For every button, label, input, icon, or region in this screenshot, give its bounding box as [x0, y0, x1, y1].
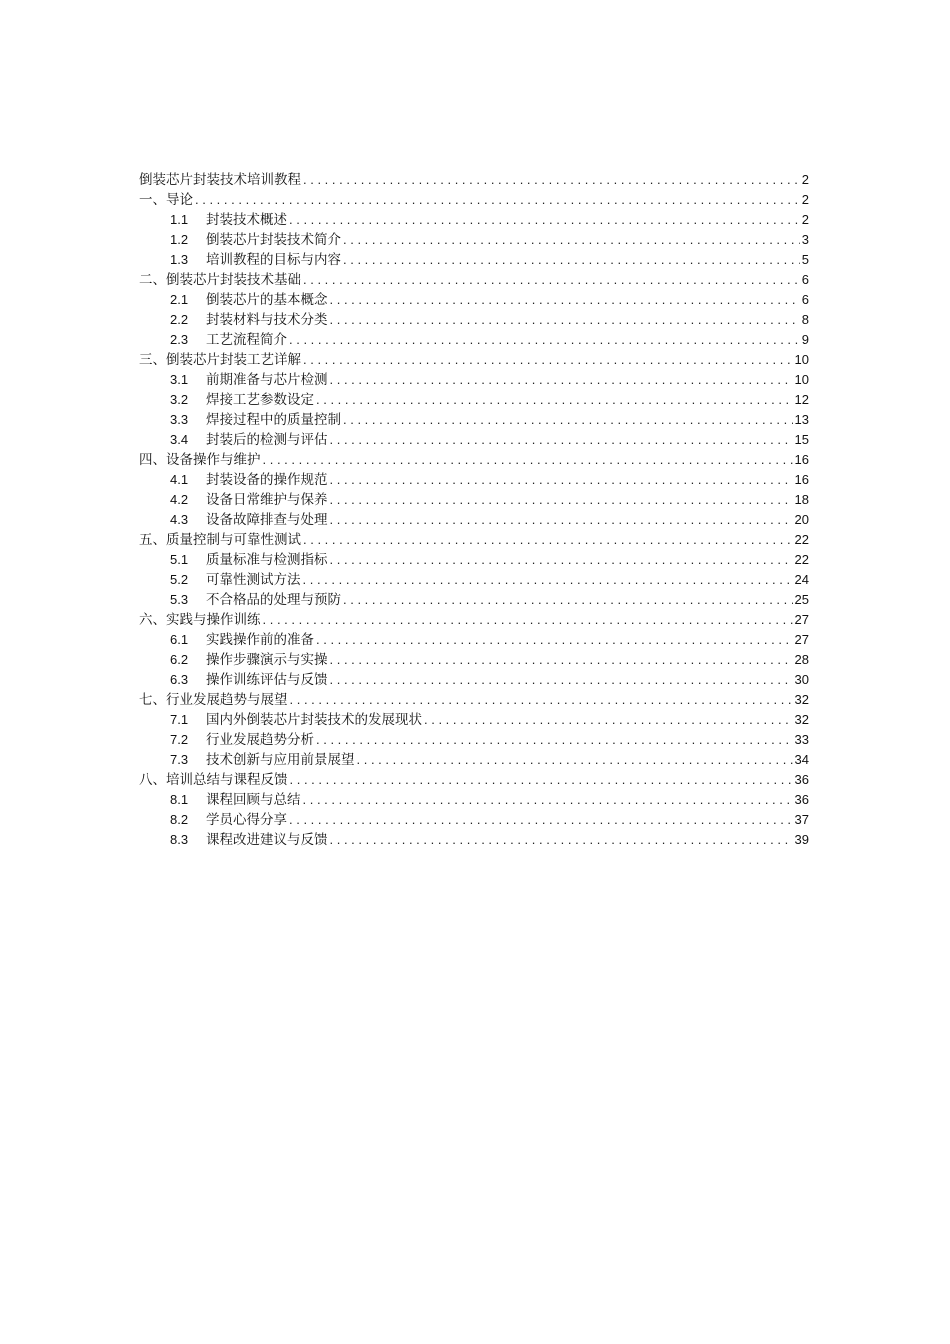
toc-section-entry[interactable] — [139, 770, 809, 790]
toc-entry-title: 课程回顾与总结 — [206, 792, 301, 808]
toc-subsection-entry[interactable] — [139, 630, 809, 650]
toc-subsection-entry[interactable] — [139, 390, 809, 410]
toc-dot-leader — [263, 450, 793, 470]
toc-page-number: 30 — [794, 672, 809, 687]
toc-entry-title: 行业发展趋势分析 — [206, 732, 314, 748]
toc-subsection-entry[interactable] — [139, 510, 809, 530]
toc-page-number: 16 — [794, 452, 809, 467]
toc-entry-number: 6.1 — [170, 632, 189, 647]
toc-entry-title: 封装设备的操作规范 — [206, 472, 328, 488]
toc-dot-leader — [343, 230, 800, 250]
toc-dot-leader — [357, 750, 793, 770]
toc-dot-leader — [424, 710, 793, 730]
toc-entry-title: 一、导论 — [139, 192, 193, 208]
toc-entry-title: 倒装芯片封装技术简介 — [206, 232, 341, 248]
toc-entry-number: 5.1 — [170, 552, 189, 567]
toc-dot-leader — [316, 730, 793, 750]
toc-page-number: 24 — [794, 572, 809, 587]
toc-section-entry[interactable] — [139, 530, 809, 550]
toc-entry-title: 设备日常维护与保养 — [206, 492, 328, 508]
toc-dot-leader — [195, 190, 800, 210]
toc-dot-leader — [303, 530, 793, 550]
toc-dot-leader — [316, 630, 793, 650]
toc-entry-number: 7.1 — [170, 712, 189, 727]
toc-entry-title: 焊接过程中的质量控制 — [206, 412, 341, 428]
toc-page-number: 18 — [794, 492, 809, 507]
toc-entry-title: 技术创新与应用前景展望 — [206, 752, 355, 768]
toc-subsection-entry[interactable] — [139, 430, 809, 450]
toc-page-number: 34 — [794, 752, 809, 767]
toc-dot-leader — [330, 290, 800, 310]
toc-subsection-entry[interactable] — [139, 590, 809, 610]
toc-section-entry[interactable] — [139, 450, 809, 470]
toc-subsection-entry[interactable] — [139, 370, 809, 390]
toc-entry-number: 1.3 — [170, 252, 189, 267]
toc-page-number: 36 — [794, 792, 809, 807]
toc-dot-leader — [330, 670, 793, 690]
toc-dot-leader — [303, 790, 793, 810]
toc-entry-number: 3.4 — [170, 432, 189, 447]
toc-dot-leader — [330, 310, 800, 330]
toc-subsection-entry[interactable] — [139, 470, 809, 490]
toc-entry-number: 3.2 — [170, 392, 189, 407]
toc-dot-leader — [330, 550, 793, 570]
toc-page-number: 37 — [794, 812, 809, 827]
toc-entry-number: 5.3 — [170, 592, 189, 607]
toc-entry-title: 操作训练评估与反馈 — [206, 672, 328, 688]
toc-entry-number: 5.2 — [170, 572, 189, 587]
toc-page-number: 27 — [794, 632, 809, 647]
toc-page-number: 33 — [794, 732, 809, 747]
toc-dot-leader — [343, 410, 793, 430]
toc-page-number: 32 — [794, 712, 809, 727]
toc-section-entry[interactable] — [139, 190, 809, 210]
toc-subsection-entry[interactable] — [139, 290, 809, 310]
toc-entry-number: 2.3 — [170, 332, 189, 347]
toc-dot-leader — [289, 210, 800, 230]
toc-page-number: 3 — [801, 232, 809, 247]
toc-entry-number: 8.3 — [170, 832, 189, 847]
toc-entry-title: 四、设备操作与维护 — [139, 452, 261, 468]
toc-dot-leader — [316, 390, 793, 410]
toc-dot-leader — [263, 610, 793, 630]
toc-page-number: 2 — [801, 212, 809, 227]
toc-subsection-entry[interactable] — [139, 750, 809, 770]
toc-subsection-entry[interactable] — [139, 810, 809, 830]
toc-dot-leader — [303, 170, 800, 190]
toc-entry-number: 7.3 — [170, 752, 189, 767]
toc-section-entry[interactable] — [139, 170, 809, 190]
toc-entry-title: 质量标准与检测指标 — [206, 552, 328, 568]
toc-entry-title: 二、倒装芯片封装技术基础 — [139, 272, 301, 288]
toc-entry-title: 课程改进建议与反馈 — [206, 832, 328, 848]
toc-entry-title: 前期准备与芯片检测 — [206, 372, 328, 388]
toc-entry-title: 设备故障排查与处理 — [206, 512, 328, 528]
toc-entry-title: 五、质量控制与可靠性测试 — [139, 532, 301, 548]
toc-page-number: 36 — [794, 772, 809, 787]
toc-dot-leader — [289, 810, 793, 830]
toc-page-number: 10 — [794, 372, 809, 387]
toc-entry-title: 可靠性测试方法 — [206, 572, 301, 588]
toc-subsection-entry[interactable] — [139, 570, 809, 590]
toc-subsection-entry[interactable] — [139, 330, 809, 350]
toc-subsection-entry[interactable] — [139, 790, 809, 810]
toc-page-number: 15 — [794, 432, 809, 447]
toc-dot-leader — [330, 510, 793, 530]
toc-entry-number: 6.3 — [170, 672, 189, 687]
toc-section-entry[interactable] — [139, 350, 809, 370]
toc-subsection-entry[interactable] — [139, 490, 809, 510]
toc-entry-number: 6.2 — [170, 652, 189, 667]
toc-subsection-entry[interactable] — [139, 710, 809, 730]
toc-entry-title: 操作步骤演示与实操 — [206, 652, 328, 668]
toc-entry-title: 实践操作前的准备 — [206, 632, 314, 648]
toc-dot-leader — [303, 350, 793, 370]
toc-subsection-entry[interactable] — [139, 670, 809, 690]
toc-entry-title: 封装技术概述 — [206, 212, 287, 228]
toc-page-number: 5 — [801, 252, 809, 267]
toc-page-number: 16 — [794, 472, 809, 487]
toc-dot-leader — [330, 650, 793, 670]
toc-page-number: 32 — [794, 692, 809, 707]
toc-entry-title: 倒装芯片封装技术培训教程 — [139, 172, 301, 188]
toc-page-number: 20 — [794, 512, 809, 527]
toc-entry-number: 2.2 — [170, 312, 189, 327]
toc-subsection-entry[interactable] — [139, 410, 809, 430]
toc-page-number: 13 — [794, 412, 809, 427]
toc-entry-title: 八、培训总结与课程反馈 — [139, 772, 288, 788]
toc-entry-number: 4.1 — [170, 472, 189, 487]
toc-entry-title: 倒装芯片的基本概念 — [206, 292, 328, 308]
toc-entry-title: 不合格品的处理与预防 — [206, 592, 341, 608]
toc-entry-title: 学员心得分享 — [206, 812, 287, 828]
toc-page-number: 6 — [801, 292, 809, 307]
toc-page-number: 2 — [801, 192, 809, 207]
toc-subsection-entry[interactable] — [139, 250, 809, 270]
toc-entry-title: 封装后的检测与评估 — [206, 432, 328, 448]
toc-dot-leader — [343, 250, 800, 270]
toc-entry-number: 1.1 — [170, 212, 189, 227]
toc-page-number: 22 — [794, 532, 809, 547]
toc-page-number: 39 — [794, 832, 809, 847]
table-of-contents — [139, 170, 809, 850]
toc-entry-title: 培训教程的目标与内容 — [206, 252, 341, 268]
toc-page-number: 8 — [801, 312, 809, 327]
toc-entry-number: 4.2 — [170, 492, 189, 507]
toc-dot-leader — [303, 570, 793, 590]
toc-subsection-entry[interactable] — [139, 650, 809, 670]
toc-entry-number: 3.1 — [170, 372, 189, 387]
toc-entry-title: 七、行业发展趋势与展望 — [139, 692, 288, 708]
toc-page-number: 12 — [794, 392, 809, 407]
toc-dot-leader — [289, 330, 800, 350]
toc-entry-number: 3.3 — [170, 412, 189, 427]
toc-page-number: 9 — [801, 332, 809, 347]
toc-dot-leader — [290, 690, 793, 710]
toc-subsection-entry[interactable] — [139, 230, 809, 250]
toc-page-number: 28 — [794, 652, 809, 667]
toc-entry-number: 2.1 — [170, 292, 189, 307]
toc-section-entry[interactable] — [139, 610, 809, 630]
toc-page-number: 2 — [801, 172, 809, 187]
toc-entry-number: 1.2 — [170, 232, 189, 247]
toc-subsection-entry[interactable] — [139, 210, 809, 230]
toc-entry-title: 封装材料与技术分类 — [206, 312, 328, 328]
toc-page-number: 22 — [794, 552, 809, 567]
toc-entry-number: 8.1 — [170, 792, 189, 807]
toc-entry-title: 焊接工艺参数设定 — [206, 392, 314, 408]
toc-subsection-entry[interactable] — [139, 550, 809, 570]
toc-entry-title: 六、实践与操作训练 — [139, 612, 261, 628]
toc-dot-leader — [330, 470, 793, 490]
toc-subsection-entry[interactable] — [139, 830, 809, 850]
toc-page-number: 25 — [794, 592, 809, 607]
toc-dot-leader — [330, 830, 793, 850]
toc-subsection-entry[interactable] — [139, 730, 809, 750]
toc-entry-number: 7.2 — [170, 732, 189, 747]
toc-dot-leader — [330, 490, 793, 510]
toc-dot-leader — [343, 590, 793, 610]
toc-section-entry[interactable] — [139, 270, 809, 290]
toc-section-entry[interactable] — [139, 690, 809, 710]
toc-page-number: 10 — [794, 352, 809, 367]
toc-dot-leader — [290, 770, 793, 790]
toc-page-number: 27 — [794, 612, 809, 627]
toc-entry-title: 三、倒装芯片封装工艺详解 — [139, 352, 301, 368]
toc-entry-title: 工艺流程简介 — [206, 332, 287, 348]
toc-dot-leader — [330, 430, 793, 450]
toc-entry-title: 国内外倒装芯片封装技术的发展现状 — [206, 712, 422, 728]
toc-dot-leader — [330, 370, 793, 390]
toc-subsection-entry[interactable] — [139, 310, 809, 330]
toc-page-number: 6 — [801, 272, 809, 287]
toc-entry-number: 8.2 — [170, 812, 189, 827]
toc-entry-number: 4.3 — [170, 512, 189, 527]
toc-dot-leader — [303, 270, 800, 290]
